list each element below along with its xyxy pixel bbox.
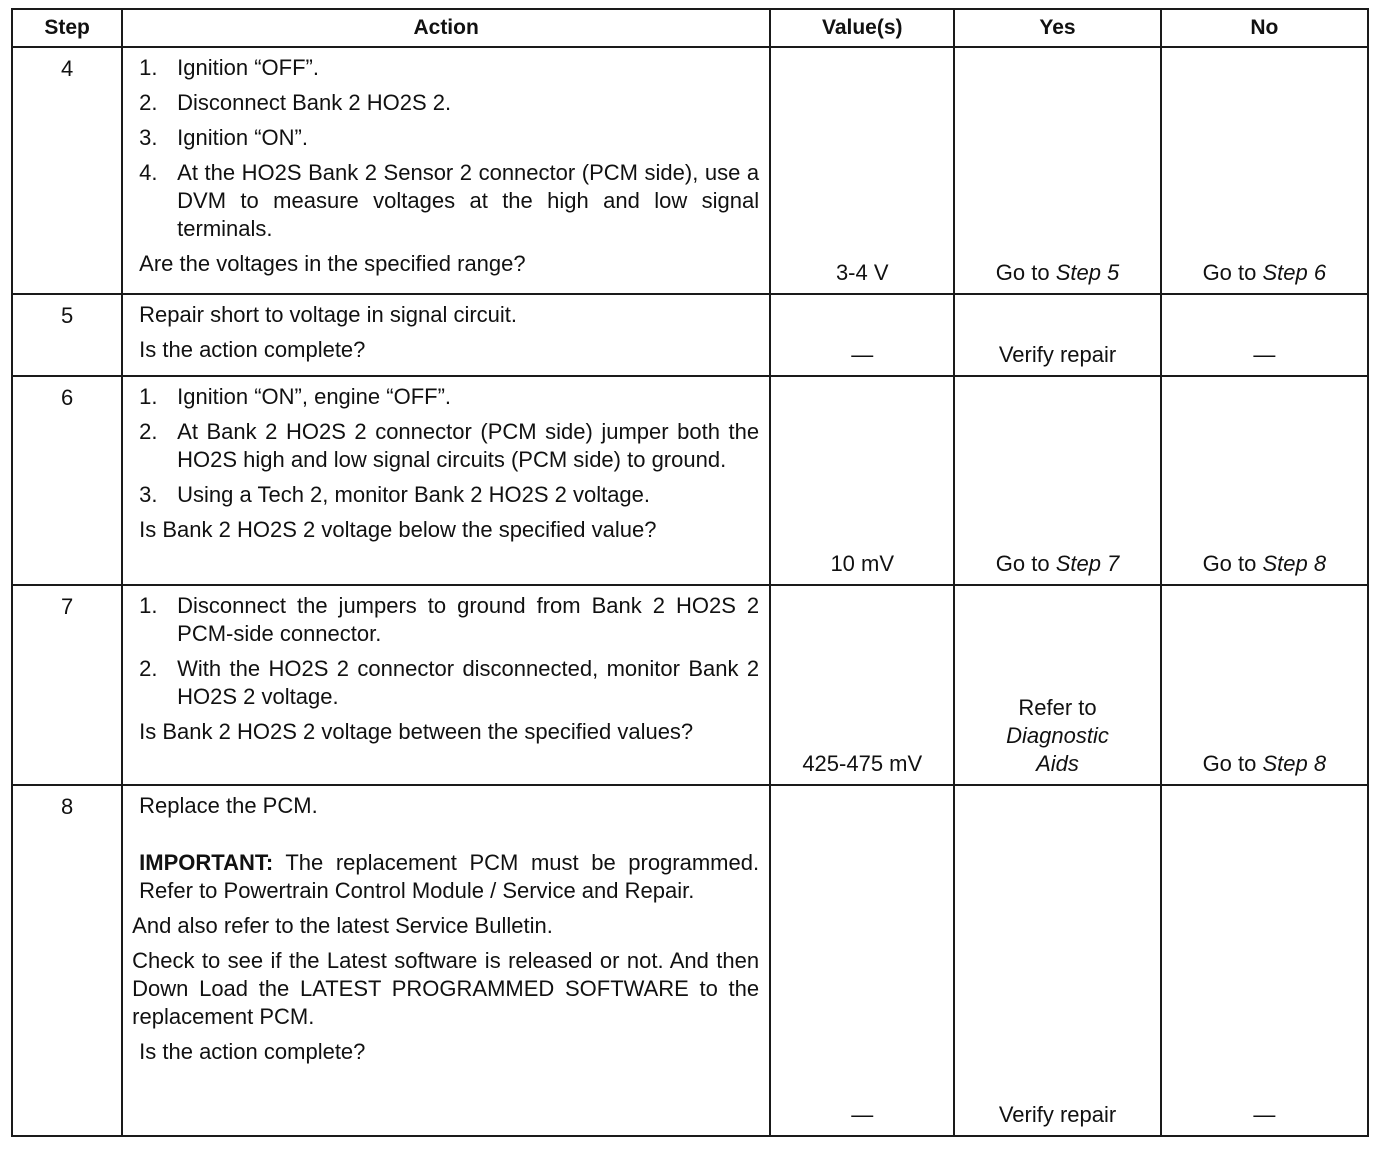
diagnostic-aids-link: Diagnostic Aids	[1006, 723, 1109, 776]
step-number: 6	[12, 376, 122, 585]
software-note: Check to see if the Latest software is released or not. And then Down Load the LATEST PROGRAMMED SOFTWARE to the replacement PCM.	[132, 948, 760, 1029]
no-cell	[1161, 47, 1368, 294]
step-row-5	[12, 294, 1368, 376]
step-number: 8	[12, 785, 122, 1136]
no-prefix: Go to	[1202, 751, 1257, 776]
action-item	[139, 54, 759, 82]
no-prefix: Go to	[1202, 551, 1257, 576]
value-cell: 425-475 mV	[770, 585, 954, 785]
important-text: The replacement PCM must be programmed. Refer to Powertrain Control Module / Service and Repair.	[139, 850, 760, 903]
yes-cell	[954, 585, 1160, 785]
item-text: Disconnect Bank 2 HO2S 2.	[177, 90, 452, 115]
action-item	[139, 383, 759, 411]
action-cell	[122, 294, 770, 376]
header-row	[12, 9, 1368, 47]
action-item	[139, 159, 759, 243]
value-cell: —	[770, 294, 954, 376]
important-label: IMPORTANT:	[139, 850, 274, 875]
question-text: Is the action complete?	[139, 1039, 366, 1064]
action-cell	[122, 585, 770, 785]
item-number: 2.	[139, 90, 158, 115]
item-number: 1.	[139, 593, 158, 618]
item-text: At Bank 2 HO2S 2 connector (PCM side) jumper both the HO2S high and low signal circuits (PCM side) to ground.	[177, 419, 760, 472]
action-cell	[122, 47, 770, 294]
header-yes: Yes	[954, 9, 1160, 47]
diagnostic-table	[11, 8, 1369, 1137]
action-text: Repair short to voltage in signal circuit.	[139, 302, 518, 327]
yes-prefix: Go to	[995, 551, 1050, 576]
item-text: Ignition “ON”.	[177, 125, 308, 150]
service-bulletin-note: And also refer to the latest Service Bulletin.	[132, 913, 553, 938]
question-text: Is Bank 2 HO2S 2 voltage between the specified values?	[139, 719, 694, 744]
no-step-link: Step 8	[1262, 551, 1327, 576]
no-cell	[1161, 585, 1368, 785]
header-no: No	[1161, 9, 1368, 47]
item-number: 3.	[139, 125, 158, 150]
yes-prefix: Refer to	[1018, 695, 1097, 720]
item-text: With the HO2S 2 connector disconnected, monitor Bank 2 HO2S 2 voltage.	[177, 656, 760, 709]
value-cell: 10 mV	[770, 376, 954, 585]
step-row-6	[12, 376, 1368, 585]
action-item	[139, 481, 759, 509]
item-number: 1.	[139, 384, 158, 409]
question-text: Are the voltages in the specified range?	[139, 251, 526, 276]
header-values: Value(s)	[770, 9, 954, 47]
action-cell	[122, 376, 770, 585]
yes-prefix: Go to	[995, 260, 1050, 285]
action-cell	[122, 785, 770, 1136]
step-row-4	[12, 47, 1368, 294]
header-action: Action	[122, 9, 770, 47]
no-cell: —	[1161, 785, 1368, 1136]
step-number: 4	[12, 47, 122, 294]
question-text: Is Bank 2 HO2S 2 voltage below the specified value?	[139, 517, 657, 542]
item-text: Using a Tech 2, monitor Bank 2 HO2S 2 voltage.	[177, 482, 651, 507]
question-text: Is the action complete?	[139, 337, 366, 362]
no-step-link: Step 6	[1262, 260, 1327, 285]
item-number: 2.	[139, 656, 158, 681]
no-cell: —	[1161, 294, 1368, 376]
yes-step-link: Step 5	[1055, 260, 1120, 285]
yes-cell	[954, 376, 1160, 585]
action-text: Replace the PCM.	[139, 793, 318, 818]
no-step-link: Step 8	[1262, 751, 1327, 776]
yes-step-link: Step 7	[1055, 551, 1120, 576]
no-prefix: Go to	[1202, 260, 1257, 285]
item-text: At the HO2S Bank 2 Sensor 2 connector (PCM side), use a DVM to measure voltages at the high and low signal terminals.	[177, 160, 760, 241]
action-item	[139, 592, 759, 648]
item-text: Ignition “OFF”.	[177, 55, 319, 80]
yes-cell: Verify repair	[954, 294, 1160, 376]
item-number: 3.	[139, 482, 158, 507]
important-note	[139, 849, 759, 905]
yes-cell: Verify repair	[954, 785, 1160, 1136]
header-step: Step	[12, 9, 122, 47]
action-item	[139, 89, 759, 117]
step-row-8	[12, 785, 1368, 1136]
no-cell	[1161, 376, 1368, 585]
step-number: 7	[12, 585, 122, 785]
spacer	[139, 827, 759, 849]
item-number: 1.	[139, 55, 158, 80]
item-number: 4.	[139, 160, 158, 185]
value-cell: —	[770, 785, 954, 1136]
item-number: 2.	[139, 419, 158, 444]
step-number: 5	[12, 294, 122, 376]
item-text: Disconnect the jumpers to ground from Bank 2 HO2S 2 PCM-side connector.	[177, 593, 760, 646]
action-item	[139, 418, 759, 474]
action-item	[139, 124, 759, 152]
step-row-7	[12, 585, 1368, 785]
action-item	[139, 655, 759, 711]
item-text: Ignition “ON”, engine “OFF”.	[177, 384, 452, 409]
value-cell: 3-4 V	[770, 47, 954, 294]
yes-cell	[954, 47, 1160, 294]
